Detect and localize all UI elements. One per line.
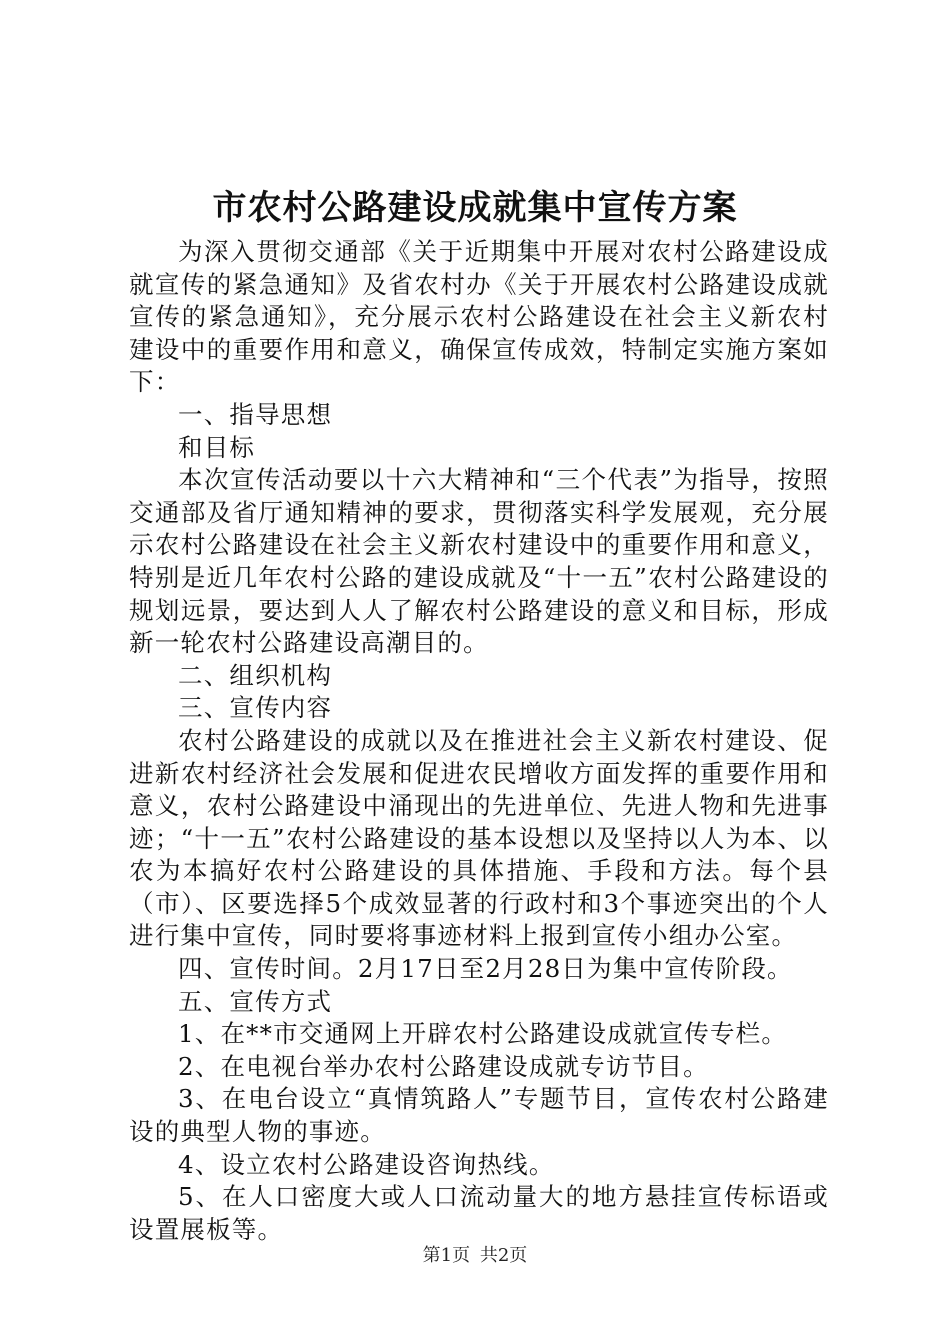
- page-title: 市农村公路建设成就集中宣传方案: [212, 188, 738, 228]
- section-heading-organization: 二、组织机构: [178, 660, 333, 690]
- intro-paragraph: 为深入贯彻交通部《关于近期集中开展对农村公路建设成就宣传的紧急通知》及省农村办《关于开展农村公路建设成就宣传的紧急通知》，充分展示农村公路建设在社会主义新农村建设中的重要作用和意义，确保宣传成效，特制定实施方案如下：: [129, 237, 829, 397]
- method-item-4: 4、设立农村公路建设咨询热线。: [178, 1149, 555, 1179]
- page-total: 共2页: [479, 1245, 528, 1266]
- page-number: 第1页: [422, 1245, 471, 1266]
- method-item-2: 2、在电视台举办农村公路建设成就专访节目。: [178, 1051, 709, 1081]
- content-paragraph: 农村公路建设的成就以及在推进社会主义新农村建设、促进新农村经济社会发展和促进农民增收方面发挥的重要作用和意义，农村公路建设中涌现出的先进单位、先进人物和先进事迹；“十一五”农村公路建设的基本设想以及坚持以人为本、以农为本搞好农村公路建设的具体措施、手段和方法。每个县（市）、区要选择5个成效显著的行政村和3个事迹突出的个人进行集中宣传，同时要将事迹材料上报到宣传小组办公室。: [129, 725, 829, 951]
- section-heading-methods: 五、宣传方式: [178, 986, 333, 1016]
- document-body: [129, 236, 829, 1246]
- method-item-1: 1、在**市交通网上开辟农村公路建设成就宣传专栏。: [178, 1019, 788, 1049]
- method-item-5: 5、在人口密度大或人口流动量大的地方悬挂宣传标语或设置展板等。: [129, 1182, 829, 1244]
- page-footer: [0, 1244, 950, 1268]
- section-heading-goals: 和目标: [178, 432, 256, 462]
- method-item-3: 3、在电台设立“真情筑路人”专题节目，宣传农村公路建设的典型人物的事迹。: [129, 1084, 829, 1147]
- section-heading-time: 四、宣传时间。2月17日至2月28日为集中宣传阶段。: [178, 954, 793, 984]
- section-heading-content: 三、宣传内容: [178, 693, 333, 723]
- section-heading-guiding-thought: 一、指导思想: [178, 399, 333, 429]
- guiding-thought-paragraph: 本次宣传活动要以十六大精神和“三个代表”为指导，按照交通部及省厅通知精神的要求，贯彻落实科学发展观，充分展示农村公路建设在社会主义新农村建设中的重要作用和意义，特别是近几年农村公路的建设成就及“十一五”农村公路建设的规划远景，要达到人人了解农村公路建设的意义和目标，形成新一轮农村公路建设高潮目的。: [129, 465, 829, 658]
